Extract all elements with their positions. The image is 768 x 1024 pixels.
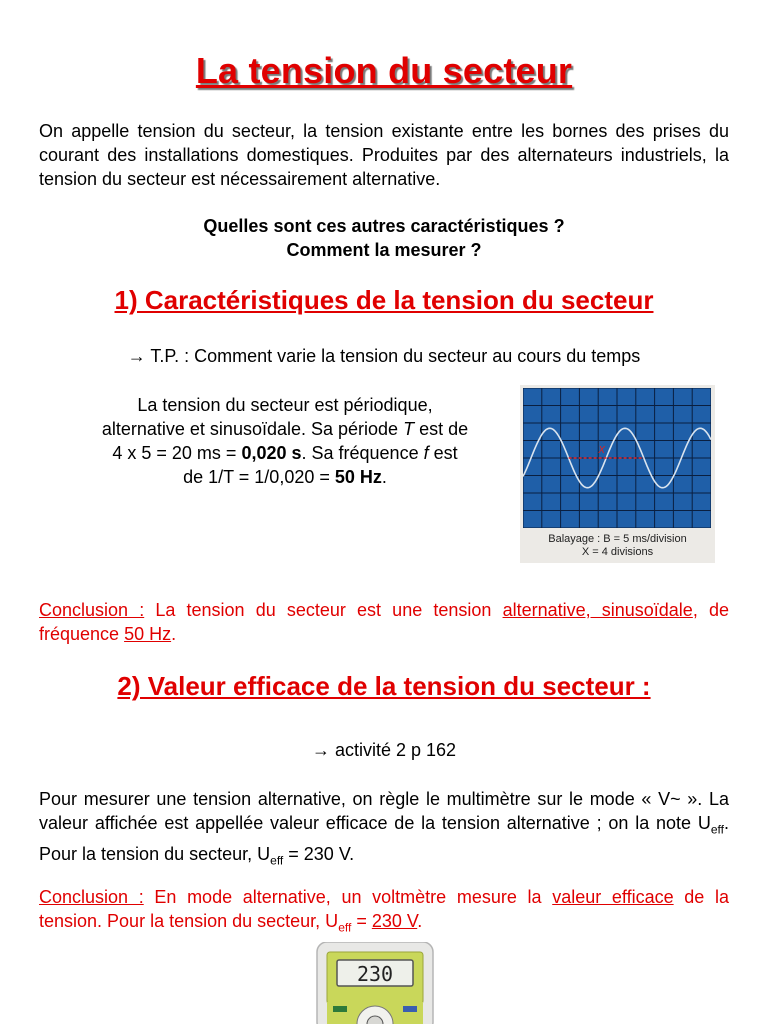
conclusion-label: Conclusion : xyxy=(39,600,145,620)
scope-caption-divisions: X = 4 divisions xyxy=(581,546,654,558)
tp-line: → T.P. : Comment varie la tension du secteur au cours du temps xyxy=(127,346,641,366)
conclusion2-value: 230 V xyxy=(371,911,418,931)
oscilloscope-screen xyxy=(523,388,711,528)
characteristics-description xyxy=(100,393,470,489)
scope-caption-sweep: Balayage : B = 5 ms/division xyxy=(548,533,687,545)
multimeter-image xyxy=(315,942,435,1024)
conclusion2-text-3: = xyxy=(351,911,372,931)
measure-text-2: . Pour la tension du secteur, U xyxy=(39,813,729,864)
desc-frequency-symbol: f xyxy=(423,443,429,463)
intro-paragraph: On appelle tension du secteur, la tension existante entre les bornes des prises du courant des installations domestiques. Produites par des alternateurs industriels, la tension du secteur est nécessairement alternative. xyxy=(39,121,729,189)
oscilloscope-trace xyxy=(523,388,711,528)
multimeter-drawing xyxy=(315,942,435,1024)
page-title: La tension du secteur xyxy=(195,50,573,91)
desc-text-3: . Sa fréquence xyxy=(301,443,424,463)
conclusion2-text-4: . xyxy=(417,911,423,931)
measure-text-1: Pour mesurer une tension alternative, on règle le multimètre sur le mode « V~ ». La valeur affichée est appellée valeur efficace de la tension alternative ; on la note U xyxy=(39,789,729,833)
desc-text-2: est de 4 x 5 = 20 ms = xyxy=(112,419,469,463)
conclusion-frequency: 50 Hz xyxy=(124,624,172,644)
desc-period-symbol: T xyxy=(403,419,415,439)
conclusion-text-3: . xyxy=(171,624,177,644)
section2-heading: 2) Valeur efficace de la tension du secteur : xyxy=(117,671,651,701)
conclusion-text-2: , de fréquence xyxy=(39,600,729,644)
measurement-paragraph xyxy=(39,787,729,872)
conclusion-text-1: La tension du secteur est une tension xyxy=(144,600,503,620)
conclusion2-text-1: En mode alternative, un voltmètre mesure la xyxy=(143,887,553,907)
desc-text-1: La tension du secteur est périodique, alternative et sinusoïdale. Sa période xyxy=(101,395,433,439)
activity-line: → activité 2 p 162 xyxy=(311,740,457,760)
multimeter-display: 230 xyxy=(356,962,394,986)
measure-sub-2: eff xyxy=(270,853,284,868)
period-marker-label: X xyxy=(598,445,605,456)
measure-sub-1: eff xyxy=(710,822,724,837)
desc-frequency-value: 50 Hz xyxy=(334,467,382,487)
section1-conclusion xyxy=(39,598,729,646)
question-characteristics: Quelles sont ces autres caractéristiques ? xyxy=(203,216,565,236)
conclusion2-text-2: de la tension. Pour la tension du secteur, U xyxy=(39,887,729,931)
desc-text-5: . xyxy=(381,467,387,487)
question-measure: Comment la mesurer ? xyxy=(286,240,482,260)
section2-conclusion xyxy=(39,885,729,940)
desc-period-value: 0,020 s xyxy=(241,443,302,463)
conclusion-alternative: alternative, sinusoïdale xyxy=(502,600,693,620)
conclusion2-sub: eff xyxy=(338,920,352,935)
section1-heading: 1) Caractéristiques de la tension du secteur xyxy=(114,285,654,315)
measure-text-3: = 230 V. xyxy=(283,843,355,864)
conclusion2-effective-value: valeur efficace xyxy=(552,887,674,907)
desc-text-4: est de 1/T = 1/0,020 = xyxy=(183,443,458,487)
conclusion2-label: Conclusion : xyxy=(39,887,144,907)
oscilloscope-figure xyxy=(520,385,715,563)
